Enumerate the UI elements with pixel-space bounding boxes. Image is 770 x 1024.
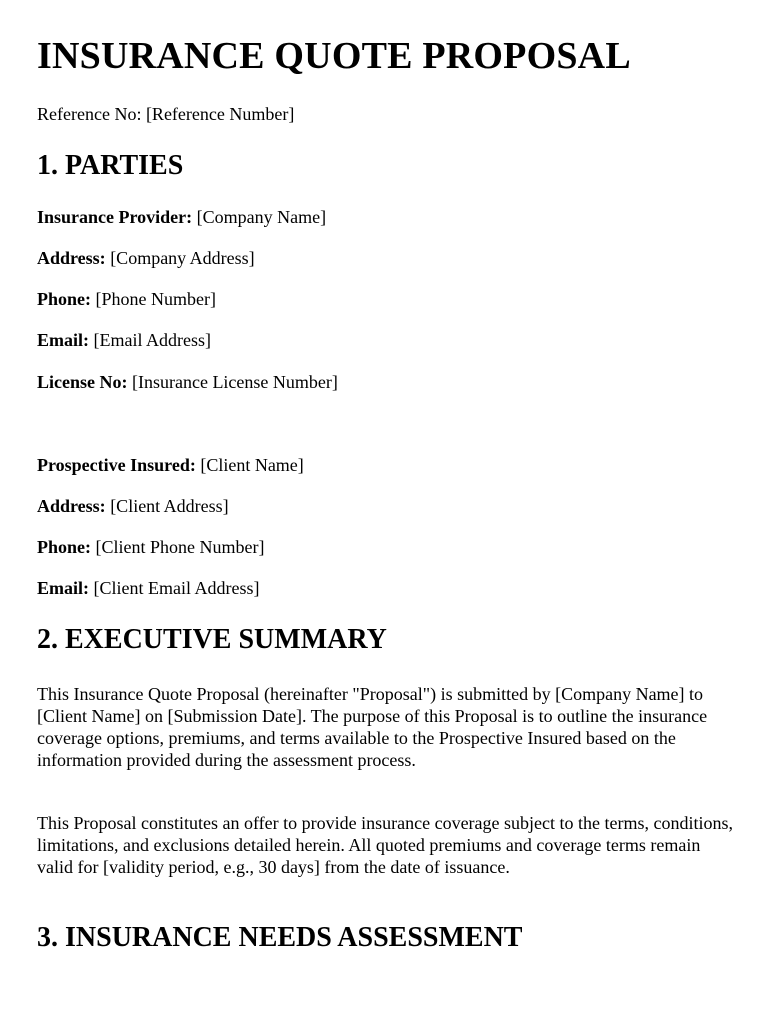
insured-address-line bbox=[37, 496, 229, 517]
provider-address-value: [Company Address] bbox=[105, 248, 255, 268]
insured-address-label: Address: bbox=[37, 496, 106, 516]
provider-name-value: [Company Name] bbox=[192, 207, 327, 227]
insured-phone-line bbox=[37, 537, 264, 558]
section-heading-needs-assessment: 3. INSURANCE NEEDS ASSESSMENT bbox=[37, 922, 523, 953]
provider-license-label: License No: bbox=[37, 372, 128, 392]
provider-name-line bbox=[37, 207, 326, 228]
insured-email-line bbox=[37, 578, 259, 599]
insured-email-value: [Client Email Address] bbox=[89, 578, 260, 598]
insured-email-label: Email: bbox=[37, 578, 89, 598]
document-title: INSURANCE QUOTE PROPOSAL bbox=[37, 35, 631, 77]
insured-address-value: [Client Address] bbox=[105, 496, 229, 516]
provider-phone-line bbox=[37, 289, 216, 310]
executive-summary-paragraph-1: This Insurance Quote Proposal (hereinafter "Proposal") is submitted by [Company Name] to [Client Name] on [Submission Date]. The purpose of this Proposal is to outline the insurance coverage options, premiums, and terms available to the Prospective Insured based on the information provided during the assessment process. bbox=[37, 684, 708, 770]
provider-phone-value: [Phone Number] bbox=[91, 289, 216, 309]
provider-address-line bbox=[37, 248, 255, 269]
insured-name-line bbox=[37, 455, 304, 476]
insured-phone-label: Phone: bbox=[37, 537, 91, 557]
insured-phone-value: [Client Phone Number] bbox=[91, 537, 265, 557]
provider-license-value: [Insurance License Number] bbox=[127, 372, 338, 392]
provider-license-line bbox=[37, 372, 338, 393]
provider-email-label: Email: bbox=[37, 330, 89, 350]
executive-summary-paragraph-2: This Proposal constitutes an offer to provide insurance coverage subject to the terms, conditions, limitations, and exclusions detailed herein. All quoted premiums and coverage terms remain valid for [validity period, e.g., 30 days] from the date of issuance. bbox=[37, 813, 733, 877]
provider-email-value: [Email Address] bbox=[89, 330, 211, 350]
insured-name-value: [Client Name] bbox=[195, 455, 304, 475]
section-heading-parties: 1. PARTIES bbox=[37, 150, 184, 181]
section-heading-executive-summary: 2. EXECUTIVE SUMMARY bbox=[37, 624, 387, 655]
provider-address-label: Address: bbox=[37, 248, 106, 268]
provider-name-label: Insurance Provider: bbox=[37, 207, 193, 227]
provider-email-line bbox=[37, 330, 211, 351]
provider-phone-label: Phone: bbox=[37, 289, 91, 309]
insured-name-label: Prospective Insured: bbox=[37, 455, 196, 475]
reference-number: Reference No: [Reference Number] bbox=[37, 104, 295, 124]
